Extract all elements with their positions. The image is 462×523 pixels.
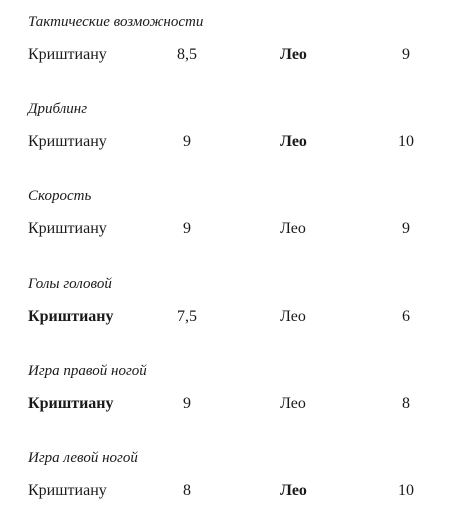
player2-score xyxy=(402,306,410,328)
player1-score xyxy=(183,218,191,240)
player1-score-value: 8,5 xyxy=(177,46,197,63)
score-row xyxy=(0,393,462,415)
category-section xyxy=(0,262,462,349)
player2-score-value: 10 xyxy=(398,482,414,499)
player1-score xyxy=(183,480,191,502)
player1-score xyxy=(177,44,197,66)
player2-score xyxy=(402,44,410,66)
player2-score-value: 9 xyxy=(402,220,410,238)
player2-score xyxy=(398,480,414,502)
player2-name: Лео xyxy=(280,482,307,499)
player1-score-value: 9 xyxy=(183,220,191,238)
player1-name: Криштиану xyxy=(28,307,114,325)
player1-score xyxy=(183,393,191,415)
player2-score-value: 6 xyxy=(402,307,410,325)
category-heading: Дриблинг xyxy=(28,101,88,118)
player1-score xyxy=(177,306,197,328)
category-section xyxy=(0,0,462,87)
player2-score xyxy=(398,131,414,153)
player1-score xyxy=(183,131,191,153)
player1-name: Криштиану xyxy=(28,133,107,151)
player2-score-value: 9 xyxy=(402,46,410,63)
player1-name: Криштиану xyxy=(28,220,107,238)
player2-score-value: 8 xyxy=(402,394,410,412)
category-section xyxy=(0,436,462,523)
player2-name: Лео xyxy=(280,220,306,238)
player1-score-value: 7,5 xyxy=(177,307,197,325)
category-section xyxy=(0,87,462,174)
player1-name: Криштиану xyxy=(28,46,107,63)
category-section xyxy=(0,349,462,436)
score-row xyxy=(0,480,462,502)
player2-name: Лео xyxy=(280,133,307,151)
score-row xyxy=(0,306,462,328)
player2-score xyxy=(402,393,410,415)
player2-score-value: 10 xyxy=(398,133,414,151)
player1-score-value: 9 xyxy=(183,133,191,151)
score-row xyxy=(0,44,462,66)
score-row xyxy=(0,131,462,153)
player1-name: Криштиану xyxy=(28,394,114,412)
player2-name: Лео xyxy=(280,394,306,412)
player1-score-value: 8 xyxy=(183,482,191,499)
player2-name: Лео xyxy=(280,46,307,63)
category-heading: Тактические возможности xyxy=(28,14,204,30)
category-section xyxy=(0,174,462,261)
player2-score xyxy=(402,218,410,240)
player1-name: Криштиану xyxy=(28,482,107,499)
category-heading: Голы головой xyxy=(28,275,112,292)
category-heading: Скорость xyxy=(28,188,92,205)
player2-name: Лео xyxy=(280,307,306,325)
score-row xyxy=(0,218,462,240)
category-heading: Игра правой ногой xyxy=(28,362,147,379)
category-heading: Игра левой ногой xyxy=(28,450,138,466)
player1-score-value: 9 xyxy=(183,394,191,412)
